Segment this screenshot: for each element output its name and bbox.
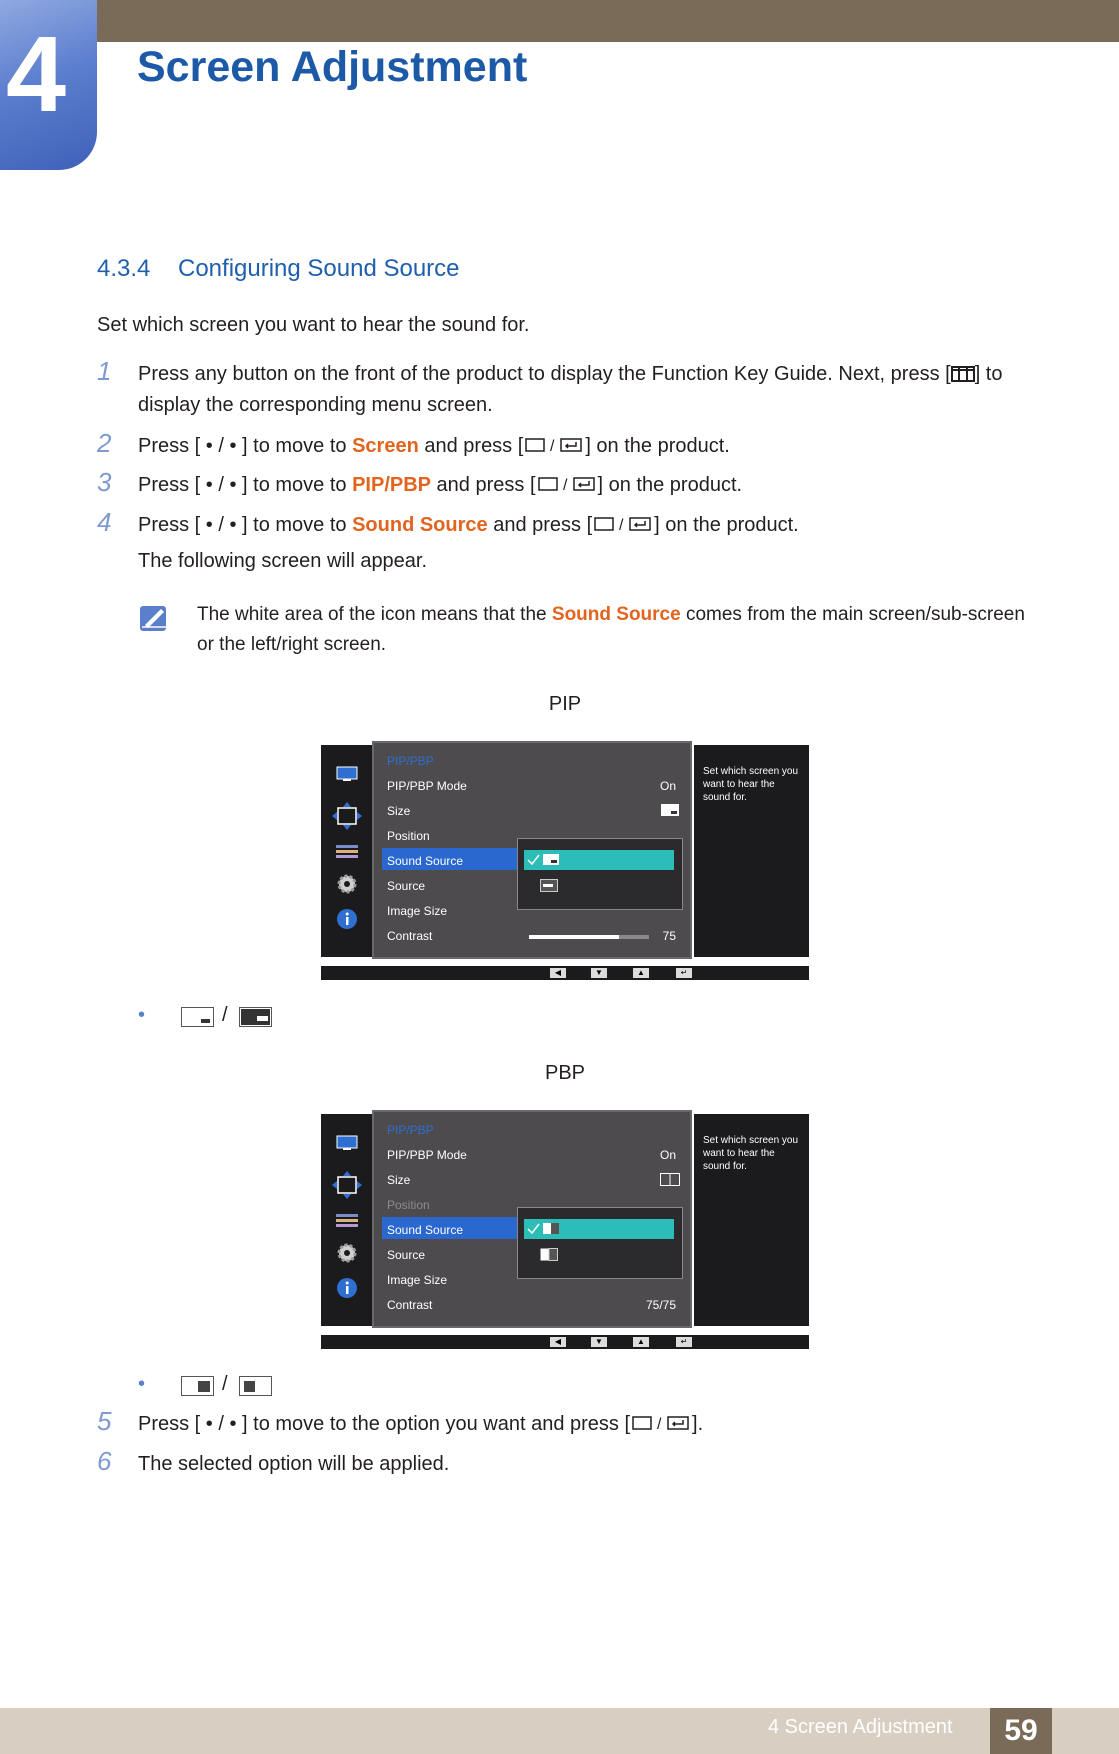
size-value-icon (661, 804, 679, 816)
osd-item-pip-mode[interactable]: PIP/PBP Mode (387, 779, 467, 793)
step-text: Press [ • / • ] to move to the option you want and press [ (138, 1413, 631, 1435)
osd-nav-bar (321, 966, 809, 980)
highlight-text: Screen (352, 435, 419, 457)
pbp-caption: PBP (544, 1062, 586, 1084)
pip-osd-screen (321, 745, 809, 957)
step-6: The selected option will be applied. (138, 1453, 450, 1475)
sound-source-popup (517, 1207, 683, 1279)
section-title: Configuring Sound Source (178, 255, 460, 282)
osd-icon-bar (321, 745, 372, 957)
step-text: ] on the product. (654, 514, 799, 536)
step-text: ] on the product. (585, 435, 730, 457)
osd-value-mode: On (659, 1148, 676, 1162)
step-text: ] to (974, 363, 1003, 385)
down-arrow-button[interactable]: ▼ (591, 968, 607, 978)
step-number: 5 (97, 1406, 112, 1436)
pbp-osd-screen (321, 1114, 809, 1326)
pbp-left-sound-icon (181, 1376, 214, 1396)
picture-icon (336, 766, 358, 782)
source-enter-icon (523, 435, 585, 455)
screen-arrows-icon (331, 801, 363, 831)
osd-item-contrast[interactable]: Contrast (387, 929, 433, 943)
color-icon (336, 845, 358, 859)
step-2 (138, 431, 730, 462)
intro-text: Set which screen you want to hear the sound for. (97, 314, 530, 336)
section-number: 4.3.4 (97, 255, 151, 282)
osd-menu-panel (372, 741, 692, 959)
highlight-text: Sound Source (352, 514, 488, 536)
gear-icon (336, 873, 358, 895)
chapter-title: Screen Adjustment (137, 43, 528, 91)
menu-icon (951, 365, 975, 383)
step-1-cont: display the corresponding menu screen. (138, 394, 493, 416)
step-1 (138, 359, 1038, 390)
step-text: ]. (692, 1413, 704, 1435)
note-part: The white area of the icon means that the (197, 604, 552, 625)
source-enter-icon (630, 1413, 692, 1433)
note-part: comes from the main screen/sub-screen (680, 604, 1025, 625)
osd-item-source[interactable]: Source (387, 1248, 426, 1262)
pip-main-sound-icon (181, 1007, 214, 1027)
osd-help-text: Set which screen you want to hear the sound for. (694, 1114, 809, 1326)
bullet-separator: / (222, 1004, 228, 1026)
chapter-number: 4 (6, 13, 67, 134)
svg-text:/: / (657, 1416, 662, 1433)
popup-option-main[interactable] (524, 850, 674, 870)
osd-item-size[interactable]: Size (387, 804, 411, 818)
page-number: 59 (990, 1708, 1052, 1754)
source-enter-icon (592, 514, 654, 534)
svg-text:/: / (550, 438, 555, 455)
osd-value-mode: On (659, 779, 676, 793)
contrast-slider-track[interactable] (529, 935, 649, 939)
note-part: or the left/right screen. (197, 634, 387, 655)
sound-source-popup (517, 838, 683, 910)
size-value-icon (660, 1173, 680, 1186)
gear-icon (336, 1242, 358, 1264)
osd-item-image-size[interactable]: Image Size (387, 1273, 448, 1287)
osd-item-size[interactable]: Size (387, 1173, 411, 1187)
enter-button[interactable]: ↵ (676, 968, 692, 978)
info-icon (336, 1277, 358, 1299)
osd-item-sound-source[interactable]: Sound Source (387, 1223, 464, 1237)
step-text: Press [ • / • ] to move to (138, 474, 353, 496)
screen-arrows-icon (331, 1170, 363, 1200)
header-bar (0, 0, 1119, 42)
osd-item-image-size[interactable]: Image Size (387, 904, 448, 918)
svg-text:/: / (562, 477, 567, 494)
step-text: Press any button on the front of the product to display the Function Key Guide. Next, press [ (138, 363, 951, 385)
step-text: and press [ (431, 474, 536, 496)
up-arrow-button[interactable]: ▲ (633, 968, 649, 978)
note-icon (139, 603, 169, 633)
highlight-text: PIP/PBP (352, 474, 431, 496)
highlight-text: Sound Source (551, 604, 681, 625)
step-5 (138, 1409, 703, 1440)
down-arrow-button[interactable]: ▼ (591, 1337, 607, 1347)
osd-value-contrast: 75 (662, 929, 676, 943)
check-main-icon (527, 853, 561, 867)
contrast-slider-fill (529, 935, 619, 939)
step-3 (138, 470, 742, 501)
step-4 (138, 510, 799, 541)
bullet-separator: / (222, 1373, 228, 1395)
step-number: 3 (97, 467, 112, 497)
osd-nav-bar (321, 1335, 809, 1349)
enter-button[interactable]: ↵ (676, 1337, 692, 1347)
color-icon (336, 1214, 358, 1228)
step-number: 6 (97, 1446, 112, 1476)
osd-menu-title: PIP/PBP (387, 754, 434, 768)
osd-menu-title: PIP/PBP (387, 1123, 434, 1137)
source-enter-icon (536, 474, 598, 494)
left-arrow-button[interactable]: ◀ (550, 1337, 566, 1347)
step-text: ] on the product. (597, 474, 743, 496)
sub-screen-icon[interactable] (540, 879, 558, 892)
step-text: Press [ • / • ] to move to (138, 435, 353, 457)
left-arrow-button[interactable]: ◀ (550, 968, 566, 978)
note-text (197, 600, 1027, 660)
popup-option-left[interactable] (524, 1219, 674, 1239)
osd-menu-panel (372, 1110, 692, 1328)
osd-item-position[interactable]: Position (387, 829, 430, 843)
pbp-right-sound-icon (239, 1376, 272, 1396)
osd-item-sound-source[interactable]: Sound Source (387, 854, 464, 868)
osd-help-text: Set which screen you want to hear the sound for. (694, 745, 809, 957)
step-number: 1 (97, 356, 112, 386)
footer-chapter-text: 4 Screen Adjustment (768, 1716, 953, 1738)
following-text: The following screen will appear. (138, 550, 428, 572)
step-text: and press [ (487, 514, 593, 536)
step-text: Press [ • / • ] to move to (138, 514, 353, 536)
osd-item-pip-mode[interactable]: PIP/PBP Mode (387, 1148, 467, 1162)
step-number: 2 (97, 428, 112, 458)
pip-sub-sound-icon (239, 1007, 272, 1027)
step-number: 4 (97, 507, 112, 537)
check-left-icon (527, 1222, 561, 1236)
info-icon (336, 908, 358, 930)
step-text: and press [ (418, 435, 524, 457)
bullet-dot: • (138, 1373, 146, 1395)
pip-caption: PIP (548, 693, 582, 715)
osd-item-position: Position (387, 1198, 430, 1212)
picture-icon (336, 1135, 358, 1151)
osd-icon-bar (321, 1114, 372, 1326)
osd-item-contrast[interactable]: Contrast (387, 1298, 433, 1312)
bullet-dot: • (138, 1004, 146, 1026)
osd-value-contrast: 75/75 (645, 1298, 676, 1312)
svg-text:/: / (619, 517, 624, 534)
up-arrow-button[interactable]: ▲ (633, 1337, 649, 1347)
osd-item-source[interactable]: Source (387, 879, 426, 893)
right-screen-icon[interactable] (540, 1248, 558, 1261)
